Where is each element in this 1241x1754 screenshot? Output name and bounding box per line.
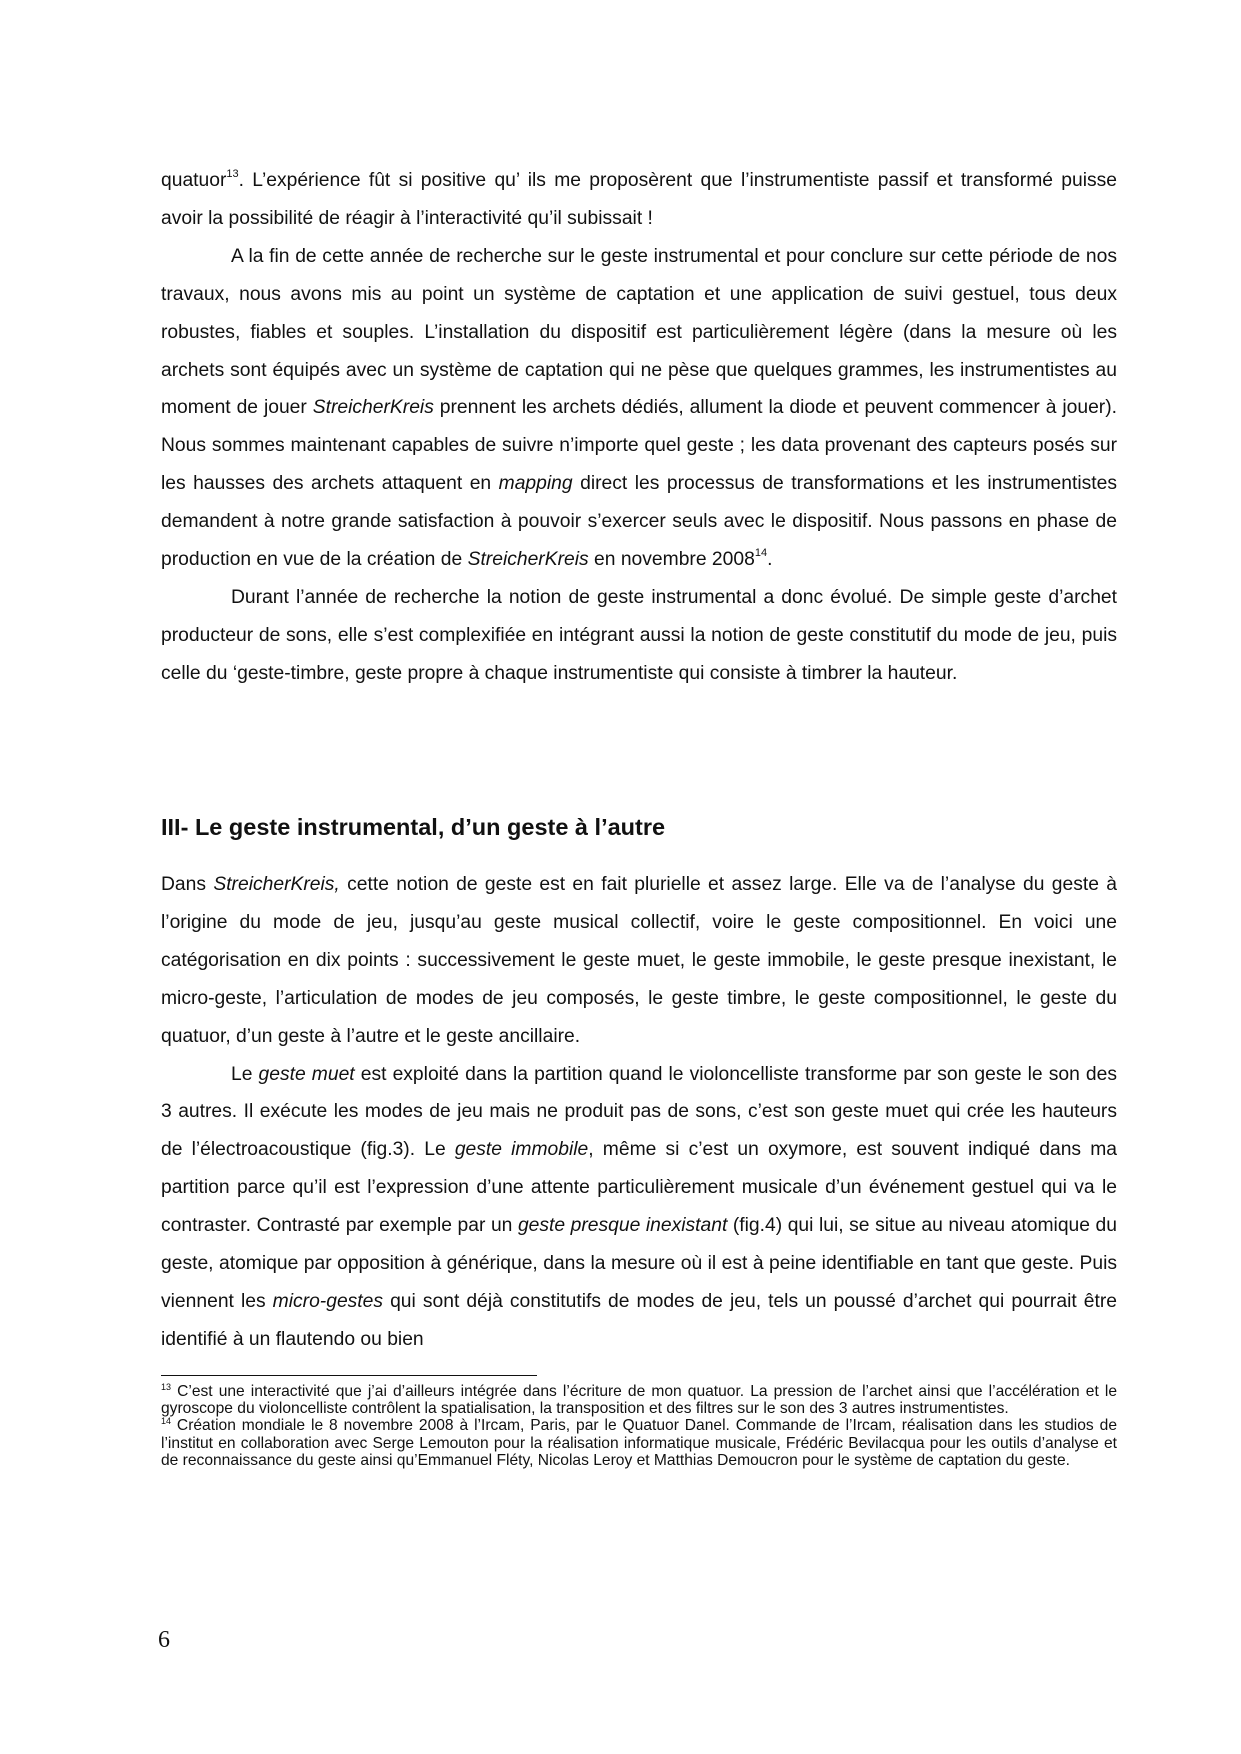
emphasis-term: geste immobile — [454, 1139, 589, 1161]
footnote-text: C’est une interactivité que j’ai d’ailleurs intégrée dans l’écriture de mon quatuor. La pression de l’archet ainsi que l’accélération et le gyroscope du violoncelliste contrôlent la spatialisation, la transposition et des filtres sur le son des 3 autres instrumentistes. — [161, 1383, 1117, 1418]
text-run: A la fin de cette année de recherche sur le geste instrumental et pour conclure sur cette période de nos travaux, nous avons mis au point un système de captation et une application de suivi gestuel, tous deux robustes, fiables et souples. L’installation du dispositif est particulièrement légère (dans la mesure où les archets sont équipés avec un système de captation qui ne pèse que quelques grammes, les instrumentistes au moment de jouer — [161, 245, 1117, 419]
text-run: . L’expérience fût si positive qu’ ils me proposèrent que l’instrumentiste passif et transformé puisse avoir la possibilité de réagir à l’interactivité qu’il subissait ! — [161, 170, 1117, 229]
section-heading: III- Le geste instrumental, d’un geste à l’autre — [161, 814, 666, 840]
paragraph-categorisation — [161, 866, 1117, 1056]
footnote-separator — [161, 1375, 537, 1376]
emphasis-term: geste presque inexistant — [517, 1215, 728, 1237]
footnote-number: 14 — [161, 1416, 172, 1427]
work-title: StreicherKreis — [312, 397, 434, 419]
emphasis-term: micro-gestes — [272, 1290, 384, 1312]
text-run: en novembre 2008 — [588, 549, 755, 571]
text-run: Le — [231, 1063, 259, 1085]
text-run: qui sont déjà constitutifs de modes de jeu, tels un poussé d’archet qui pourrait être identifié à un flautendo ou bien — [161, 1290, 1117, 1350]
footnote-13 — [161, 1383, 1117, 1417]
text-run: , même si c’est un oxymore, est souvent indiqué dans ma partition parce qu’il est l’expression d’une attente particulièrement musicale d’un événement gestuel qui va le contraster. Contrasté par exemple par un — [161, 1139, 1118, 1237]
emphasis-term: geste muet — [258, 1063, 355, 1085]
text-run: cette notion de geste est en fait plurielle et assez large. Elle va de l’analyse du geste à l’origine du mode de jeu, jusqu’au geste musical collectif, voire le geste compositionnel. En voici une catégorisation en dix points : successivement le geste muet, le geste immobile, le geste presque inexistant, le micro-geste, l’articulation de modes de jeu composés, le geste timbre, le geste compositionnel, le geste du quatuor, d’un geste à l’autre et le geste ancillaire. — [161, 874, 1117, 1047]
footnote-text: Création mondiale le 8 novembre 2008 à l’Ircam, Paris, par le Quatuor Danel. Commande de l’Ircam, réalisation dans les studios de l’institut en collaboration avec Serge Lemouton pour la réalisation informatique musicale, Frédéric Bevilacqua pour les outils d’analyse et de reconnaissance du geste ainsi qu’Emmanuel Fléty, Nicolas Leroy et Matthias Demoucron pour le système de captation du geste. — [161, 1417, 1117, 1469]
footnotes — [161, 1383, 1117, 1469]
paragraph-continuation — [161, 162, 1117, 238]
page-number: 6 — [158, 1627, 170, 1653]
text-run: (fig.4) qui lui, se situe au niveau atomique du geste, atomique par opposition à générique, dans la mesure où il est à peine identifiable en tant que geste. Puis viennent les — [161, 1215, 1117, 1312]
paragraph-gesture-evolution — [161, 579, 1117, 693]
text-run: est exploité dans la partition quand le violoncelliste transforme par son geste le son des 3 autres. Il exécute les modes de jeu mais ne produit pas de sons, c’est son geste muet qui crée les hauteurs de l’électroacoustique (fig.3). Le — [161, 1063, 1117, 1161]
emphasis-term: mapping — [498, 473, 573, 495]
body-text-section — [161, 866, 1117, 1359]
footnote-ref-14[interactable]: 14 — [754, 547, 768, 560]
footnote-number: 13 — [161, 1382, 172, 1392]
text-run: prennent les archets dédiés, allument la diode et peuvent commencer à jouer). Nous sommes maintenant capables de suivre n’importe quel geste ; les data provenant des capteurs posés sur les hausses des archets attaquent en — [161, 397, 1117, 495]
footnote-ref-13[interactable]: 13 — [226, 168, 239, 180]
work-title: StreicherKreis — [467, 549, 589, 571]
text-run: . — [767, 549, 773, 571]
body-text-top — [161, 162, 1117, 693]
text-run: direct les processus de transformations et les instrumentistes demandent à notre grande satisfaction à pouvoir s’exercer seuls avec le dispositif. Nous passons en phase de production en vue de la création de — [161, 473, 1117, 571]
text-run: Dans — [161, 874, 214, 895]
footnote-14 — [161, 1417, 1117, 1469]
paragraph-research-conclusion — [161, 238, 1117, 579]
work-title: StreicherKreis, — [213, 874, 340, 895]
text-run: Durant l’année de recherche la notion de geste instrumental a donc évolué. De simple geste d’archet producteur de sons, elle s’est complexifiée en intégrant aussi la notion de geste constitutif du mode de jeu, puis celle du ‘geste-timbre, geste propre à chaque instrumentiste qui consiste à timbrer la hauteur. — [161, 586, 1117, 684]
paragraph-gesture-types — [161, 1056, 1117, 1359]
text-run: quatuor — [161, 170, 227, 191]
